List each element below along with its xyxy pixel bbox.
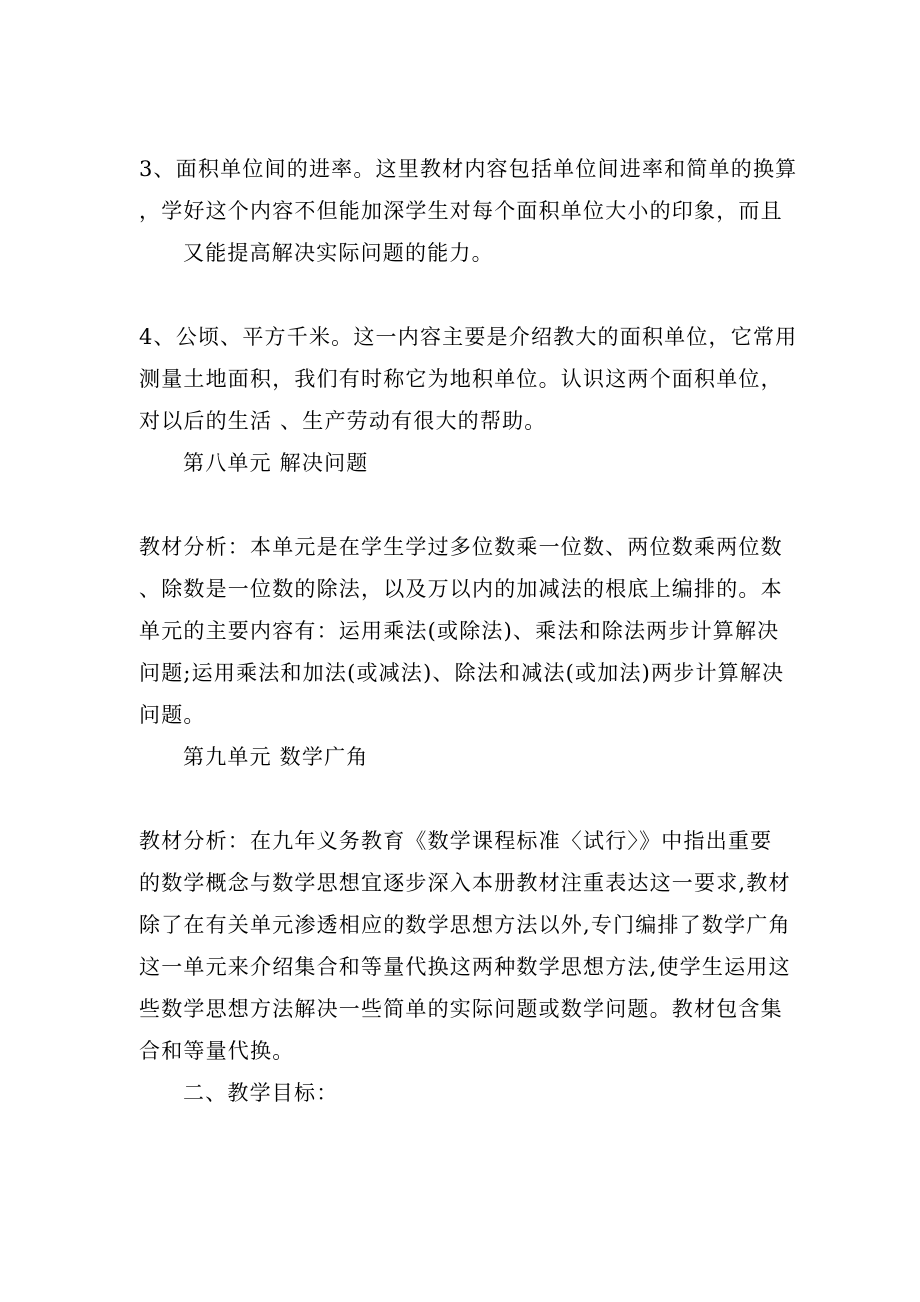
text-line: 问题;运用乘法和加法(或减法)、除法和减法(或加法)两步计算解决 <box>139 661 785 685</box>
text-line: 测量土地面积，我们有时称它为地积单位。认识这两个面积单位， <box>139 367 783 391</box>
text-line: 对以后的生活 、生产劳动有很大的帮助。 <box>139 409 547 433</box>
text-line: 3、面积单位间的进率。这里教材内容包括单位间进率和简单的换算 <box>139 157 798 181</box>
text-line: 除了在有关单元渗透相应的数学思想方法以外,专门编排了数学广角 <box>139 913 791 937</box>
text-line: 这一单元来介绍集合和等量代换这两种数学思想方法,使学生运用这 <box>139 955 791 979</box>
text-line: 的数学概念与数学思想宜逐步深入本册教材注重表达这一要求,教材 <box>139 871 791 895</box>
section-heading: 第八单元 解决问题 <box>183 451 369 475</box>
text-line: 又能提高解决实际问题的能力。 <box>183 241 494 265</box>
text-line: 教材分析：本单元是在学生学过多位数乘一位数、两位数乘两位数 <box>139 535 783 559</box>
text-line: 些数学思想方法解决一些简单的实际问题或数学问题。教材包含集 <box>139 997 783 1021</box>
text-line: 问题。 <box>139 703 206 727</box>
section-heading: 第九单元 数学广角 <box>183 745 369 769</box>
text-line: 、除数是一位数的除法，以及万以内的加减法的根底上编排的。本 <box>139 577 783 601</box>
text-line: 合和等量代换。 <box>139 1039 295 1063</box>
text-line: 教材分析：在九年义务教育《数学课程标准〈试行〉》中指出重要 <box>139 829 773 853</box>
text-line: 4、公顷、平方千米。这一内容主要是介绍教大的面积单位，它常用 <box>139 325 798 349</box>
section-heading: 二、教学目标： <box>183 1081 339 1105</box>
text-line: ，学好这个内容不但能加深学生对每个面积单位大小的印象，而且 <box>139 199 783 223</box>
text-line: 单元的主要内容有：运用乘法(或除法)、乘法和除法两步计算解决 <box>139 619 780 643</box>
